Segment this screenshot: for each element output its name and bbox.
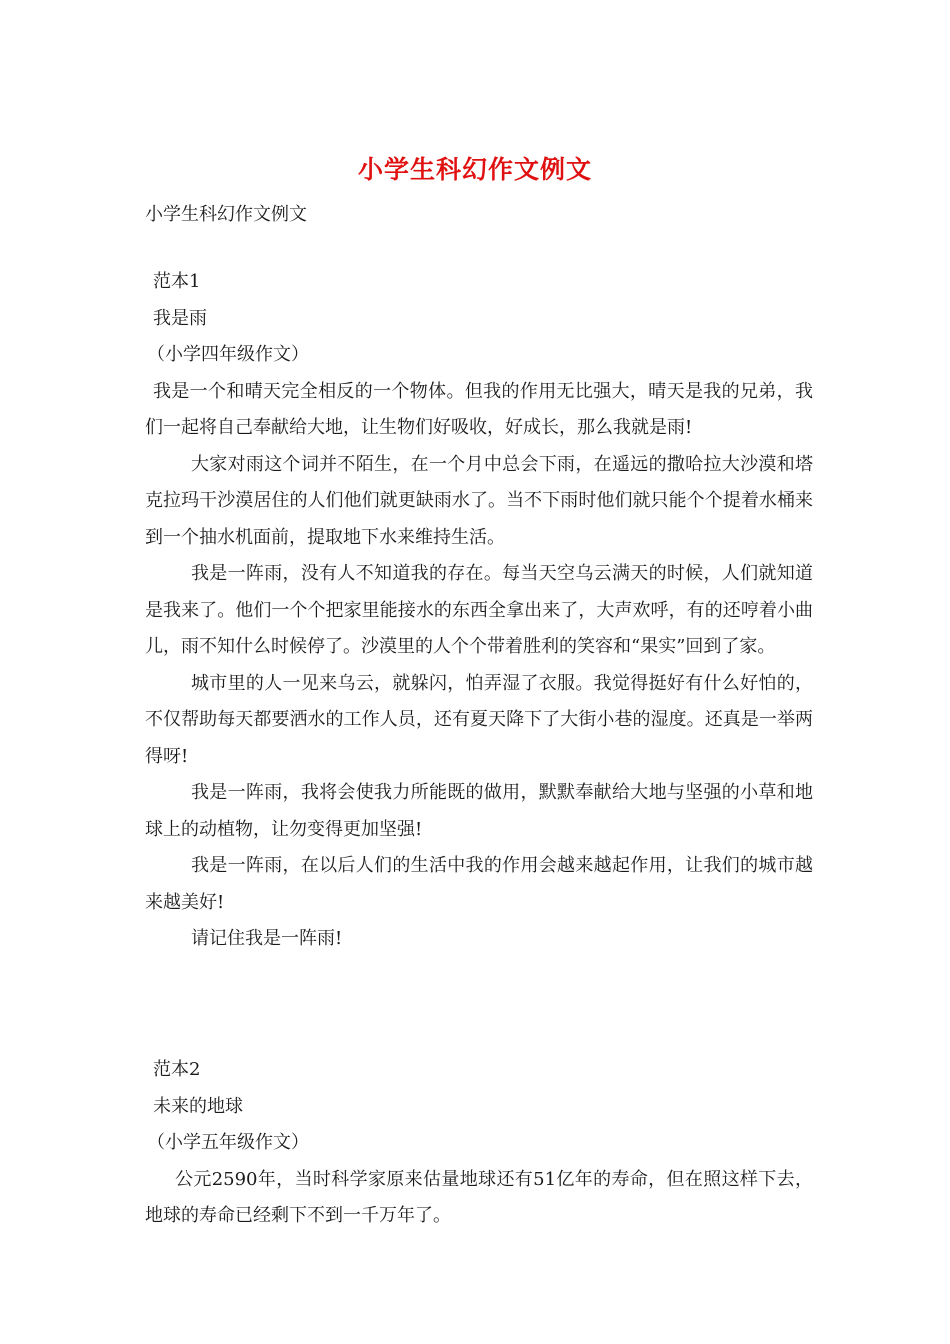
sample-label: 范本2 <box>153 1059 201 1080</box>
essay-title: 我是雨 <box>153 307 207 329</box>
paragraph: 我是一阵雨，我将会使我力所能既的做用，默默奉献给大地与坚强的小草和地球上的动植物，让勿变得更加坚强! <box>145 782 813 840</box>
sample-section-1 <box>145 264 813 958</box>
document-subtitle: 小学生科幻作文例文 <box>145 204 307 225</box>
paragraph: 我是一阵雨，在以后人们的生活中我的作用会越来越起作用，让我们的城市越来越美好! <box>145 855 813 913</box>
page-title: 小学生科幻作文例文 <box>357 155 592 184</box>
sample-section-2 <box>145 1052 813 1235</box>
paragraph: 请记住我是一阵雨! <box>191 928 343 949</box>
sample-label: 范本1 <box>153 271 201 292</box>
grade-note: （小学五年级作文） <box>147 1132 309 1153</box>
grade-note: （小学四年级作文） <box>147 344 309 365</box>
paragraph: 大家对雨这个词并不陌生，在一个月中总会下雨，在遥远的撒哈拉大沙漠和塔克拉玛干沙漠居住的人们他们就更缺雨水了。当不下雨时他们就只能个个提着水桶来到一个抽水机面前，提取地下水来维持生活。 <box>145 453 813 548</box>
essay-title: 未来的地球 <box>153 1095 243 1117</box>
paragraph: 公元2590年，当时科学家原来估量地球还有51亿年的寿命，但在照这样下去，地球的寿命已经剩下不到一千万年了。 <box>145 1168 813 1226</box>
paragraph: 我是一阵雨，没有人不知道我的存在。每当天空乌云满天的时候，人们就知道是我来了。他们一个个把家里能接水的东西全拿出来了，大声欢呼，有的还哼着小曲儿，雨不知什么时候停了。沙漠里的人个个带着胜利的笑容和“果实”回到了家。 <box>145 563 813 657</box>
paragraph: 城市里的人一见来乌云，就躲闪，怕弄湿了衣服。我觉得挺好有什么好怕的，不仅帮助每天都要洒水的工作人员，还有夏天降下了大街小巷的湿度。还真是一举两得呀! <box>145 672 813 767</box>
paragraph: 我是一个和晴天完全相反的一个物体。但我的作用无比强大，晴天是我的兄弟，我们一起将自己奉献给大地，让生物们好吸收，好成长，那么我就是雨! <box>145 380 813 438</box>
